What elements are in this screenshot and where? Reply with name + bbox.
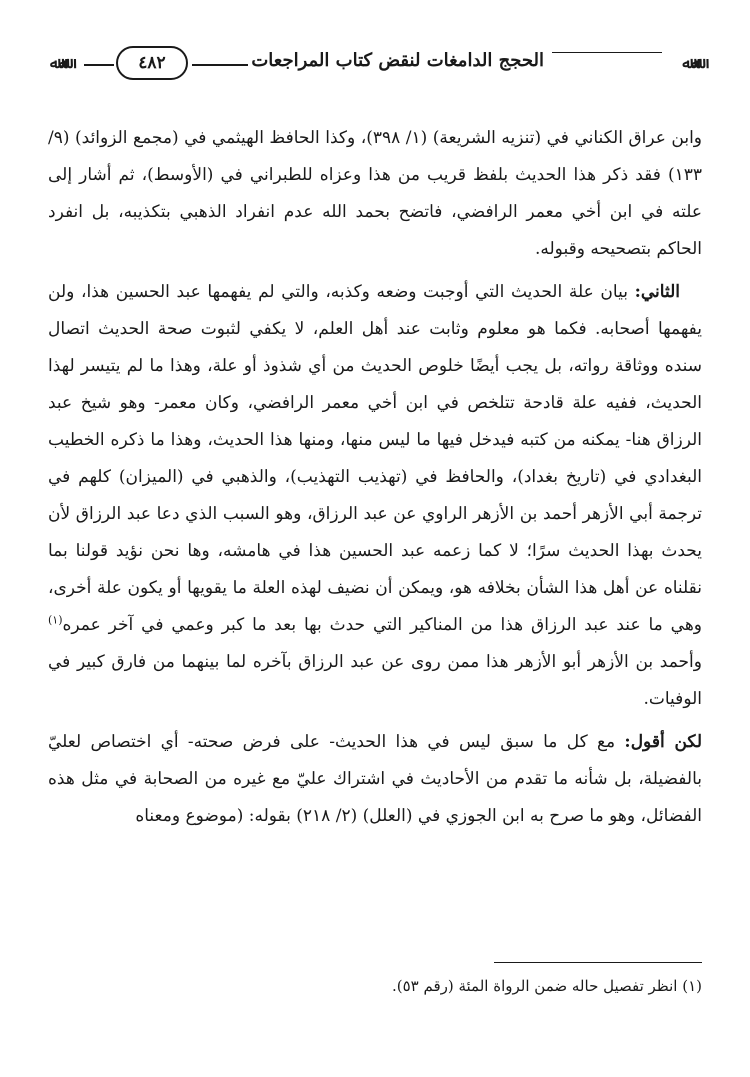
header-ornament-left-icon: ﷲﷲ <box>50 54 68 72</box>
paragraph-2 <box>48 274 702 718</box>
paragraph-text: مع كل ما سبق ليس في هذا الحديث- على فرض صحته- أي اختصاص لعليّ بالفضيلة، بل شأنه ما تقدم من الأحاديث في اشتراك عليّ مع غيره من الصحابة في مثل هذه الفضائل، وهو ما صرح به ابن الجوزي في (العلل) (٢/ ٢١٨) بقوله: (موضوع ومعناه <box>48 732 702 826</box>
header-divider-line <box>552 52 662 53</box>
footnote-reference[interactable]: (١) <box>48 613 63 627</box>
paragraph-lead: الثاني: <box>634 282 680 302</box>
header-ornament-right-icon: ﷲﷲ <box>682 54 700 72</box>
paragraph-text: بيان علة الحديث التي أوجبت وضعه وكذبه، والتي لم يفهمها عبد الحسين هذا، ولن يفهمها أصحابه. فكما هو معلوم وثابت عند أهل العلم، لا يكفي لثبوت صحة الحديث اتصال سنده ووثاقة رواته، بل يجب أيضًا خلوص الحديث من أي شذوذ أو علة، وهذا ما لم يتيسر لهذا الحديث، ففيه علة قادحة تتلخص في ابن أخي معمر الرافضي، وكان معمر- وهو شيخ عبد الرزاق هنا- يمكنه من كتبه فيدخل فيها ما ليس منها، ومنها هذا الحديث، وهذا ما ذكره الخطيب البغدادي في (تاريخ بغداد)، والحافظ في (تهذيب التهذيب)، والذهبي في (الميزان) كلهم في ترجمة أبي الأزهر أحمد بن الأزهر الراوي عن عبد الرزاق، وهو السبب الذي دعا عبد الرزاق لأن يحدث بهذا الحديث سرًا؛ لا كما زعمه عبد الحسين هذا في هامشه، وها نحن نؤيد قولنا بما نقلناه عن أهل هذا الشأن بخلافه هو، ويمكن أن نضيف لهذه العلة ما يقويها أو يكون علة أخرى، وهي ما عند عبد الرزاق هذا من المناكير التي حدث بها بعد ما كبر وعمي في آخر عمره <box>48 282 703 635</box>
paragraph-lead: لكن أقول: <box>624 732 703 752</box>
page-number: ٤٨٢ <box>116 46 188 80</box>
paragraph-1: وابن عراق الكناني في (تنزيه الشريعة) (١/ ٣٩٨)، وكذا الحافظ الهيثمي في (مجمع الزوائد) (٩/ ١٣٣) فقد ذكر هذا الحديث بلفظ قريب من هذا وعزاه للطبراني في (الأوسط)، ثم أشار إلى علته في ابن أخي معمر الرافضي، فاتضح بحمد الله عدم انفراد الذهبي بتكذيبه، بل انفرد الحاكم بتصحيحه وقبوله. <box>48 128 703 259</box>
paragraph-text: وأحمد بن الأزهر أبو الأزهر هذا ممن روى عن عبد الرزاق بآخره لما بينهما من فارق كبير في الوفيات. <box>48 652 702 709</box>
header-divider-line <box>84 64 114 66</box>
header-divider-line <box>192 64 248 66</box>
running-header <box>48 46 702 86</box>
header-title: الحجج الدامغات لنقض كتاب المراجعات <box>251 50 544 71</box>
paragraph-3 <box>48 724 702 835</box>
footnote: (١) انظر تفصيل حاله ضمن الرواة المئة (رقم ٥٣). <box>391 977 702 995</box>
footnote-divider <box>494 962 702 963</box>
main-text <box>48 120 702 835</box>
